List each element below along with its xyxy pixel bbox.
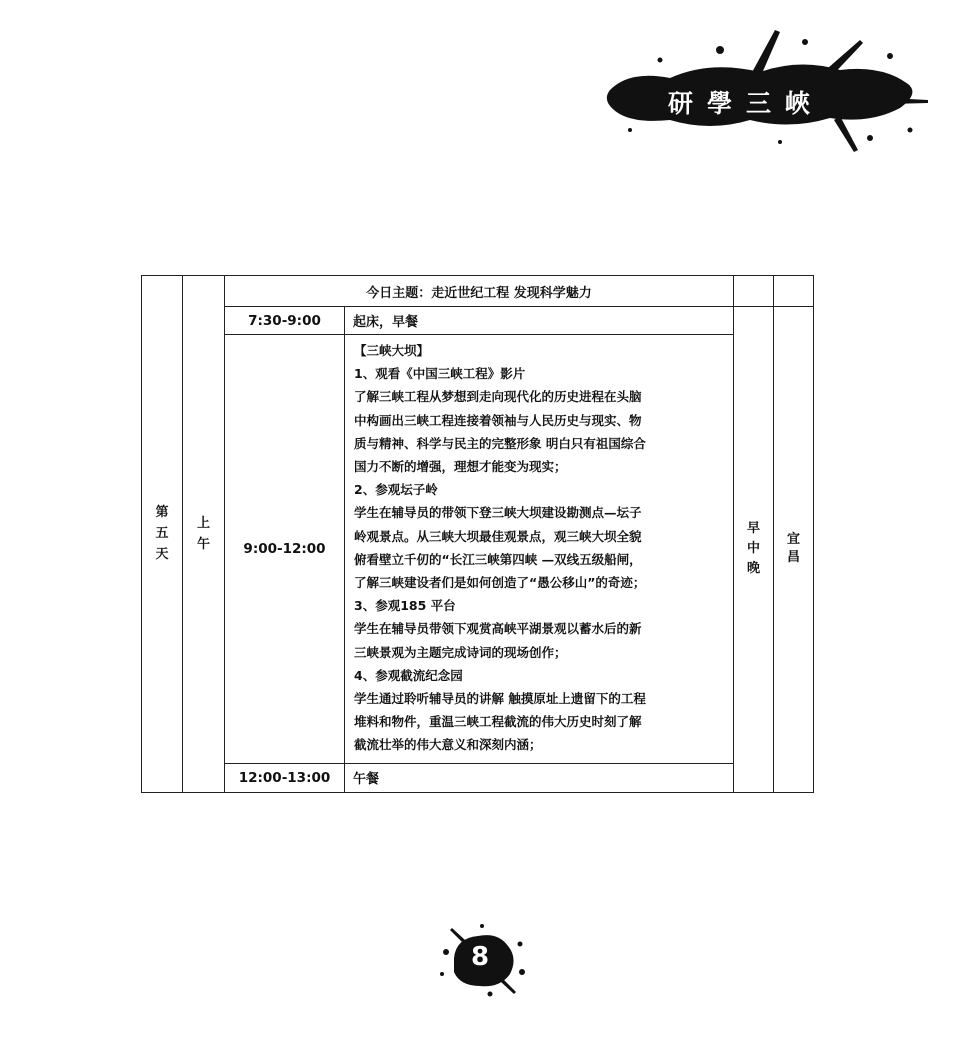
content-line: 中构画出三峡工程连接着领袖与人民历史与现实、物 <box>354 412 642 428</box>
period-char: 午 <box>196 536 210 552</box>
accommodation-char: 宜 <box>786 532 800 548</box>
content-line: 学生在辅导员的带领下登三峡大坝建设勘测点—坛子 <box>354 505 642 521</box>
content-line: 了解三峡建设者们是如何创造了“愚公移山”的奇迹； <box>354 575 646 591</box>
meal-char: 中 <box>746 541 760 557</box>
time-cell: 7:30-9:00 <box>225 307 345 335</box>
content-cell <box>345 335 734 764</box>
header-title: 研學三峽 <box>668 89 825 118</box>
meal-char: 早 <box>746 521 760 537</box>
accommodation-char: 昌 <box>786 550 800 566</box>
activity-cell: 午餐 <box>345 763 734 792</box>
activity-cell: 起床，早餐 <box>345 307 734 335</box>
content-line: 俯看壁立千仞的“长江三峡第四峡 —双线五级船闸， <box>354 551 642 567</box>
schedule-table <box>141 275 814 793</box>
content-line: 4、参观截流纪念园 <box>354 667 463 683</box>
page-number-badge <box>432 922 532 998</box>
content-line: 学生在辅导员带领下观赏高峡平湖景观以蓄水后的新 <box>354 621 642 637</box>
header-ink-logo <box>600 20 930 160</box>
theme-cell: 今日主题：走近世纪工程 发现科学魅力 <box>225 276 734 307</box>
day-cell <box>142 276 183 793</box>
content-line: 【三峡大坝】 <box>354 343 430 358</box>
content-line: 质与精神、科学与民主的完整形象 明白只有祖国综合 <box>354 435 646 451</box>
period-cell <box>183 276 225 793</box>
content-line: 1、观看《中国三峡工程》影片 <box>354 366 526 382</box>
content-line: 学生通过聆听辅导员的讲解 触摸原址上遗留下的工程 <box>354 691 646 707</box>
page-number: 8 <box>470 942 490 972</box>
content-line: 了解三峡工程从梦想到走向现代化的历史进程在头脑 <box>354 389 642 405</box>
content-line: 堆料和物件，重温三峡工程截流的伟大历史时刻了解 <box>354 714 642 730</box>
day-char: 五 <box>155 526 169 542</box>
theme-spacer <box>774 276 814 307</box>
accommodation-cell <box>774 307 814 793</box>
content-line: 国力不断的增强，理想才能变为现实； <box>354 459 567 475</box>
content-line: 3、参观185 平台 <box>354 598 456 614</box>
day-char: 第 <box>155 505 169 521</box>
period-char: 上 <box>196 515 210 531</box>
content-line: 岭观景点。从三峡大坝最佳观景点，观三峡大坝全貌 <box>354 528 642 544</box>
content-line: 2、参观坛子岭 <box>354 482 438 498</box>
meal-char: 晚 <box>746 561 760 577</box>
time-cell: 9:00-12:00 <box>225 335 345 764</box>
day-char: 天 <box>155 547 169 563</box>
meals-cell <box>734 307 774 793</box>
content-line: 截流壮举的伟大意义和深刻内涵； <box>354 737 542 753</box>
theme-spacer <box>734 276 774 307</box>
time-cell: 12:00-13:00 <box>225 763 345 792</box>
content-line: 三峡景观为主题完成诗词的现场创作； <box>354 644 567 660</box>
